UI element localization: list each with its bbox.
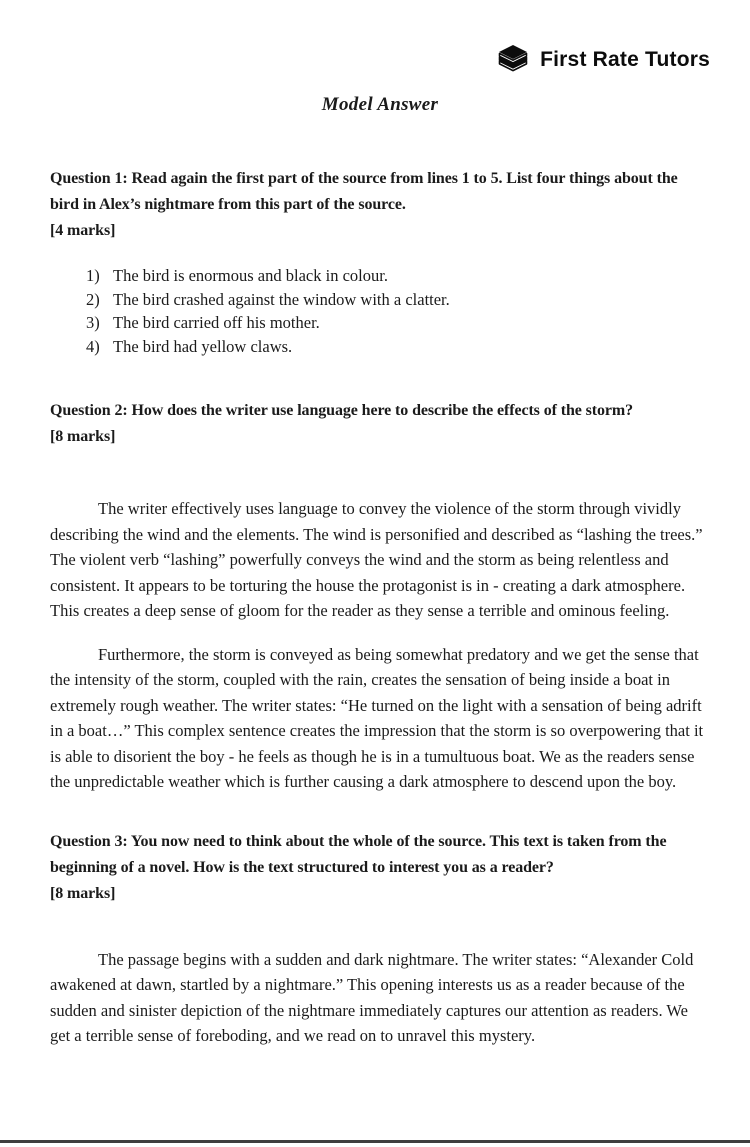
list-item-text: The bird is enormous and black in colour. <box>113 266 388 285</box>
list-item <box>86 264 710 288</box>
list-item-number: 4) <box>86 336 100 356</box>
books-stack-icon <box>495 44 531 76</box>
bottom-divider <box>0 1140 750 1143</box>
question-1-marks: [4 marks] <box>50 222 116 239</box>
question-1-section <box>50 166 710 358</box>
answer-paragraph: The passage begins with a sudden and dark nightmare. The writer states: “Alexander Cold awakened at dawn, startled by a nightmare.” This opening interests us as a reader because of the sudden and sinister depiction of the nightmare immediately captures our attention as readers. We get a terrible sense of foreboding, and we read on to unravel this mystery. <box>50 949 694 1045</box>
question-3-marks: [8 marks] <box>50 884 116 902</box>
list-item-number: 2) <box>86 289 100 309</box>
list-item-text: The bird carried off his mother. <box>113 313 320 332</box>
list-item-number: 1) <box>86 266 100 285</box>
answer-paragraph: The writer effectively uses language to convey the violence of the storm through vividly describing the wind and the elements. The wind is personified and described as “lashing the trees.” The violent verb “lashing” powerfully conveys the wind and the storm as being relentless and consistent. It appears to be torturing the house the protagonist is in - creating a dark atmosphere. This creates a deep sense of gloom for the reader as they sense a terrible and ominous feeling. <box>50 499 703 620</box>
list-item <box>86 288 710 312</box>
list-item-text: The bird had yellow claws. <box>113 336 293 356</box>
brand-logo <box>50 42 710 78</box>
list-item-number: 3) <box>86 313 100 332</box>
question-2-section <box>50 398 710 795</box>
list-item <box>86 335 710 359</box>
page-title: Model Answer <box>321 94 439 115</box>
question-2-text: Question 2: How does the writer use language here to describe the effects of the storm? <box>50 402 634 419</box>
list-item-text: The bird crashed against the window with a clatter. <box>113 289 450 309</box>
brand-name: First Rate Tutors <box>540 48 710 71</box>
question-1-text: Question 1: Read again the first part of the source from lines 1 to 5. List four things about the bird in Alex’s nightmare from this part of the source. <box>50 170 678 213</box>
question-1-answer-list <box>86 264 710 358</box>
question-2-marks: [8 marks] <box>50 428 116 445</box>
question-3-text: Question 3: You now need to think about the whole of the source. This text is taken from the beginning of a novel. How is the text structured to interest you as a reader? <box>50 832 667 876</box>
answer-paragraph: Furthermore, the storm is conveyed as being somewhat predatory and we get the sense that the intensity of the storm, coupled with the rain, creates the sensation of being inside a boat in extremely rough weather. The writer states: “He turned on the light with a sensation of being adrift in a boat…” This complex sentence creates the impression that the storm is so overpowering that it is able to disorient the boy - he feels as though he is in a tumultuous boat. We as the readers sense the unpredictable weather which is further causing a dark atmosphere to descend upon the boy. <box>50 644 704 791</box>
list-item <box>86 311 710 335</box>
question-3-section <box>50 829 710 1049</box>
